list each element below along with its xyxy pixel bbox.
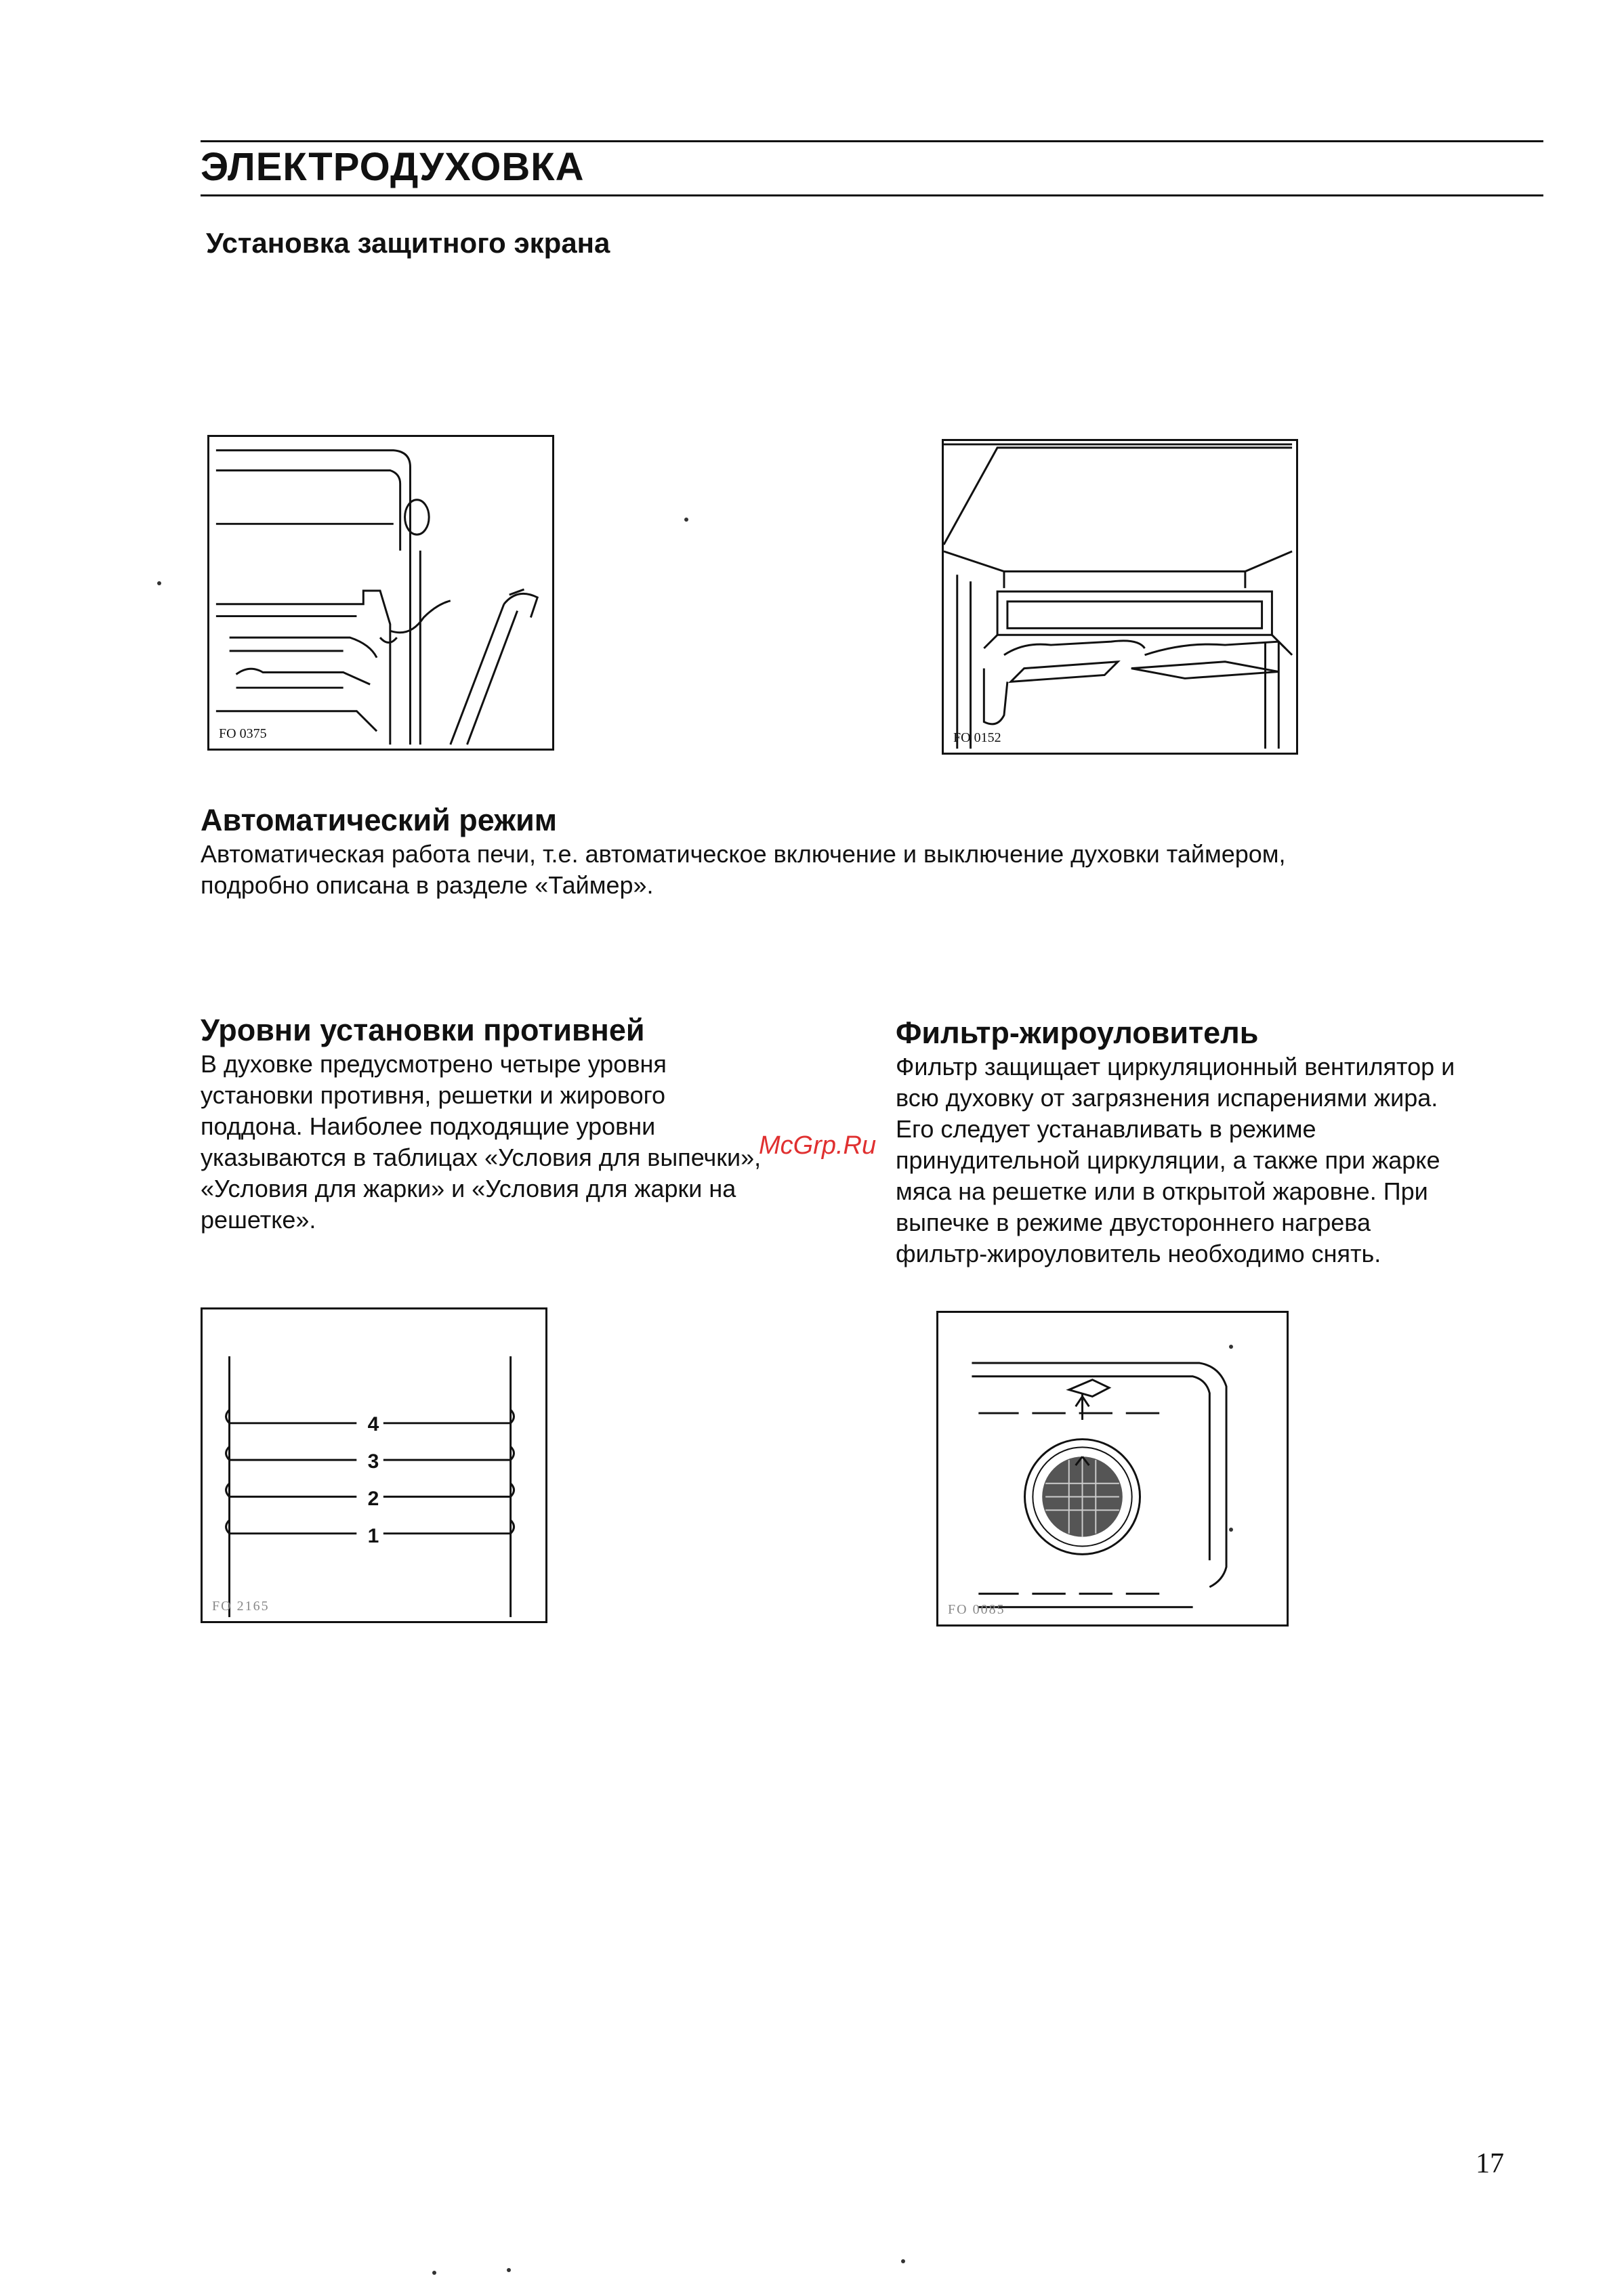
- level-2-label: 2: [367, 1488, 379, 1510]
- figure-grease-filter: [936, 1311, 1289, 1627]
- header-rule-top: [201, 140, 1543, 142]
- text-line: «Условия для жарки» и «Условия для жарки на: [201, 1174, 736, 1202]
- header-rule-bottom: [201, 194, 1543, 196]
- scan-speck: [684, 518, 688, 522]
- level-1-label: 1: [367, 1525, 379, 1547]
- scan-speck: [1229, 1345, 1233, 1349]
- auto-mode-section: [201, 803, 1528, 901]
- levels-text: [201, 1049, 851, 1236]
- auto-mode-heading: Автоматический режим: [201, 803, 558, 837]
- text-line: установки противня, решетки и жирового: [201, 1080, 665, 1109]
- screen-side-view-drawing: [209, 437, 552, 749]
- text-line: мяса на решетке или в открытой жаровне. При: [896, 1177, 1428, 1205]
- scan-speck: [901, 2259, 905, 2263]
- page-number: 17: [1476, 2148, 1504, 2179]
- filter-heading: Фильтр-жироуловитель: [896, 1015, 1259, 1050]
- level-3-label: 3: [367, 1450, 379, 1473]
- watermark: McGrp.Ru: [759, 1131, 877, 1160]
- figure-label: FO 0152: [953, 730, 1001, 745]
- screen-front-view-drawing: [944, 441, 1296, 753]
- text-line: указываются в таблицах «Условия для выпечки»,: [201, 1143, 762, 1171]
- scan-speck: [507, 2268, 511, 2272]
- figure-label: FO 2165: [212, 1599, 270, 1614]
- auto-mode-text: [201, 839, 1528, 901]
- filter-section: [896, 1016, 1546, 1270]
- level-4-label: 4: [367, 1413, 379, 1435]
- text-line: Фильтр защищает циркуляционный вентилятор и: [896, 1052, 1455, 1080]
- figure-label: FO 0085: [948, 1602, 1005, 1617]
- text-line: выпечке в режиме двустороннего нагрева: [896, 1208, 1371, 1236]
- scan-speck: [1229, 1528, 1233, 1532]
- text-line: принудительной циркуляции, а также при жарке: [896, 1146, 1440, 1174]
- page-title: ЭЛЕКТРОДУХОВКА: [201, 145, 585, 189]
- grease-filter-drawing: [938, 1313, 1287, 1624]
- scan-speck: [157, 581, 161, 585]
- figure-label: FO 0375: [219, 726, 267, 741]
- text-line: подробно описана в разделе «Таймер».: [201, 870, 654, 899]
- filter-text: [896, 1051, 1546, 1270]
- levels-section: [201, 1013, 851, 1236]
- levels-heading: Уровни установки противней: [201, 1013, 645, 1047]
- text-line: В духовке предусмотрено четыре уровня: [201, 1049, 667, 1078]
- text-line: решетке».: [201, 1205, 316, 1234]
- scan-speck: [432, 2271, 436, 2275]
- text-line: поддона. Наиболее подходящие уровни: [201, 1112, 656, 1140]
- text-line: фильтр-жироуловитель необходимо снять.: [896, 1239, 1381, 1267]
- text-line: всю духовку от загрязнения испарениями жира.: [896, 1083, 1438, 1112]
- figure-oven-levels: [201, 1307, 547, 1623]
- figure-screen-front-view: [942, 439, 1298, 755]
- text-line: Его следует устанавливать в режиме: [896, 1114, 1316, 1143]
- screen-section-title: Установка защитного экрана: [206, 227, 610, 259]
- text-line: Автоматическая работа печи, т.е. автоматическое включение и выключение духовки таймером,: [201, 839, 1286, 868]
- figure-screen-side-view: [207, 435, 554, 751]
